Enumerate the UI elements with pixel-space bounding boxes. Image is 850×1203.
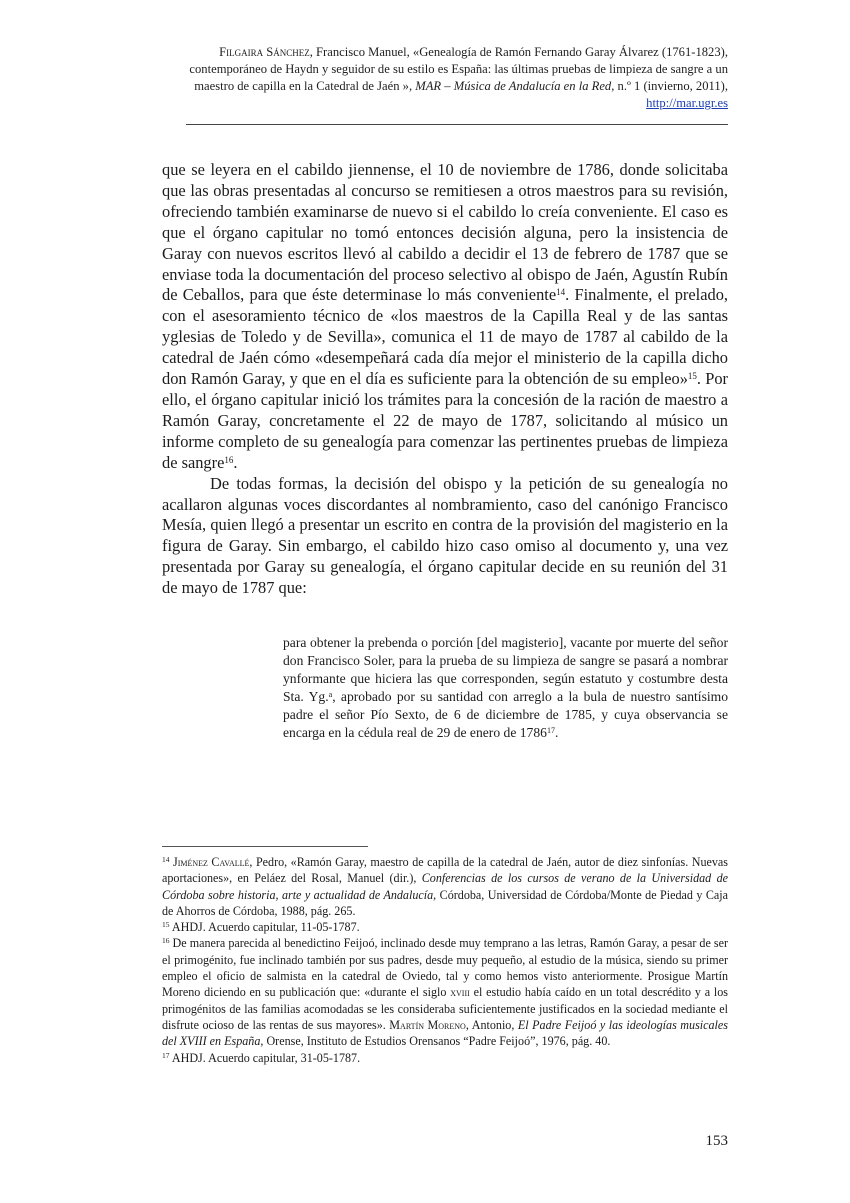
quote-part-a: para obtener la prebenda o porción [del magisterio], vacante por muerte del señor don Francisco Soler, para la prueba de su limpieza de sangre se pasará a nombrar ynformante que hiciera las que corresponden, según estatuto y costumbre desta Sta. Yg. xyxy=(283,635,728,705)
running-header xyxy=(160,44,728,112)
footnote-16-text-a: De manera parecida al benedictino Feijoó, inclinado desde muy temprano a las letras, Ramón Garay, a pesar de ser el primogénito, fue inclinado también por sus padres, desde muy pequeño, al estudio de la música, siendo su primer empleo el oficio de salmista en la catedral de Oviedo, tal y como hemos visto anteriormente. Prosigue Martín Moreno diciendo en su publicación que: «durante el siglo xyxy=(162,936,728,1000)
main-text xyxy=(162,160,728,599)
header-author: Filgaira Sánchez xyxy=(219,45,310,59)
footnote-16 xyxy=(162,935,728,1049)
footnote-14-number: 14 xyxy=(162,855,170,864)
footnote-16-text-d: , Orense, Instituto de Estudios Orensanos “Padre Feijoó”, 1976, pág. 40. xyxy=(260,1034,611,1049)
header-journal: MAR – Música de Andalucía en la Red xyxy=(415,79,612,93)
footnote-divider xyxy=(162,846,368,847)
footnote-16-title: El Padre Feijoó y las ideologías musicales del XVIII en España xyxy=(162,1017,728,1049)
footnote-14 xyxy=(162,854,728,919)
page-number: 153 xyxy=(705,1133,728,1149)
quote-abbrev-superscript: a xyxy=(328,690,333,700)
footnote-17-number: 17 xyxy=(162,1050,170,1060)
footnote-14-title: Conferencias de los cursos de verano de la Universidad de Córdoba sobre historia, arte y actualidad de Andalucía xyxy=(162,871,728,902)
header-url-link[interactable]: http://mar.ugr.es xyxy=(646,96,728,110)
quote-part-c: . xyxy=(554,725,559,741)
paragraph-1-part-a: que se leyera en el cabildo jiennense, el 10 de noviembre de 1786, donde solicitaba que las obras presentadas al concurso se remitiesen a otros maestros para su revisión, ofreciendo también examinarse de nuevo si el cabildo lo creía conveniente. El caso es que el órgano capitular no tomó entonces decisión alguna, pero la insistencia de Garay con nuevos escritos llevó al cabildo a decidir el 13 de febrero de 1787 que se enviase toda la documentación del proceso selectivo al obispo de Jaén, Agustín Rubín de Ceballos, para que éste determinase lo más conveniente xyxy=(162,160,728,305)
footnote-15-text: AHDJ. Acuerdo capitular, 11-05-1787. xyxy=(169,920,360,935)
footnote-14-text-b: , Córdoba, Universidad de Córdoba/Monte de Piedad y Caja de Ahorros de Córdoba, 1988, pág. 265. xyxy=(162,887,728,918)
footnote-ref-17[interactable]: 17 xyxy=(546,726,555,736)
paragraph-1-part-c: . Por ello, el órgano capitular inició los trámites para la concesión de la ración de maestro a Ramón Garay, concretamente el 22 de mayo de 1787, solicitando al músico un informe completo de su genealogía para comenzar las pertinentes pruebas de limpieza de sangre xyxy=(162,369,729,472)
paragraph-1-part-b: . Finalmente, el prelado, con el asesoramiento técnico de «los maestros de la Capilla Real y de las santas yglesias de Toledo y de Sevilla», comunica el 11 de mayo de 1787 al cabildo de la catedral de Jaén cómo «desempeñará cada día mejor el ministerio de la capilla dicho don Ramón Garay, y que en el día es suficiente para la obtención de su empleo» xyxy=(162,285,728,389)
footnote-15 xyxy=(162,919,728,935)
header-citation: , Francisco Manuel, «Genealogía de Ramón Fernando Garay Álvarez (1761-1823), contemporáneo de Haydn y seguidor de su estilo es España: las últimas pruebas de limpieza de sangre a un maestro de capilla en la Catedral de Jaén », xyxy=(189,45,728,93)
footnote-16-author: Martín Moreno xyxy=(389,1017,466,1032)
footnote-14-author: Jiménez Cavallé xyxy=(173,855,250,869)
footnote-16-text-c: , Antonio, xyxy=(465,1017,518,1032)
header-issue: , n.º 1 (invierno, 2011), xyxy=(611,79,728,93)
footnote-14-text-a: , Pedro, «Ramón Garay, maestro de capilla de la catedral de Jaén, autor de diez sinfonías. Nuevas aportaciones», en Peláez del Rosal, Manuel (dir.), xyxy=(162,855,728,886)
footnote-15-number: 15 xyxy=(162,920,170,930)
block-quote xyxy=(283,634,728,743)
header-divider xyxy=(186,124,728,125)
footnote-ref-16[interactable]: 16 xyxy=(224,454,234,465)
footnote-17 xyxy=(162,1050,728,1066)
footnotes xyxy=(162,854,728,1066)
footnote-ref-14[interactable]: 14 xyxy=(556,287,566,298)
footnote-ref-15[interactable]: 15 xyxy=(687,371,697,382)
paragraph-1 xyxy=(162,160,728,474)
footnote-16-number: 16 xyxy=(162,936,170,946)
footnote-17-text: AHDJ. Acuerdo capitular, 31-05-1787. xyxy=(169,1050,361,1065)
paragraph-2: De todas formas, la decisión del obispo y la petición de su genealogía no acallaron algunas voces discordantes al nombramiento, caso del canónigo Francisco Mesía, quien llegó a presentar un escrito en contra de la provisión del magisterio en la figura de Garay. Sin embargo, el cabildo hizo caso omiso al documento y, una vez presentada por Garay su genealogía, el órgano capitular decide en su reunión del 31 de mayo de 1787 que: xyxy=(162,473,728,598)
footnote-16-text-b: el estudio había caído en un total descrédito y a los primogénitos de las familias acomodadas se les consideraba suficientemente justificados en la sociedad mediante el disfrute ocioso de las rentas de sus mayores». xyxy=(162,985,729,1032)
footnote-16-century: xviii xyxy=(450,985,470,1000)
quote-text xyxy=(283,634,728,743)
paragraph-1-part-d: . xyxy=(233,452,238,472)
quote-part-b: , aprobado por su santidad con arreglo a la bula de nuestro santísimo padre el señor Pío Sexto, de 6 de diciembre de 1785, y cuya observancia se encarga en la cédula real de 29 de enero de 1786 xyxy=(283,689,729,741)
